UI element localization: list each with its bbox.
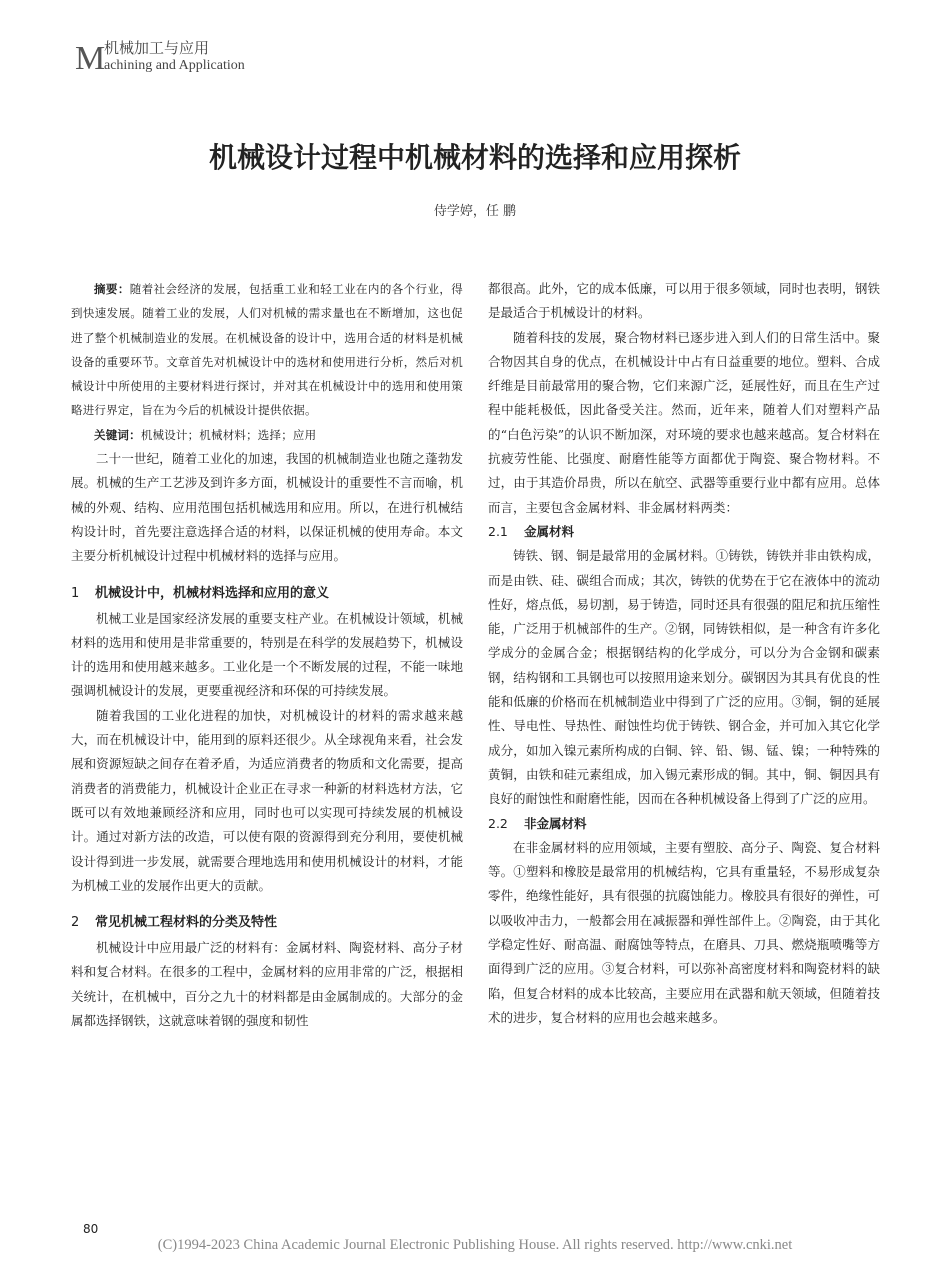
right-column <box>488 277 880 1030</box>
section-1-heading <box>71 581 463 607</box>
section-1-number: 1 <box>71 585 80 601</box>
section-2-paragraph-2: 随着科技的发展，聚合物材料已逐步进入到人们的日常生活中。聚合物因其自身的优点，在机械设计中占有日益重要的地位。塑料、合成纤维是目前最常用的聚合物，它们来源广泛，延展性好，而且在生产过程中能耗极低，因此备受关注。然而，近年来，随着人们对塑料产品的“白色污染”的认识不断加深，对环境的要求也越来越高。复合材料在抗疲劳性能、比强度、耐磨性能等方面都优于陶瓷、聚合物材料。不过，由于其造价昂贵，所以在航空、武器等重要行业中都有应用。总体而言，主要包含金属材料、非金属材料两类： <box>488 329 880 515</box>
subsection-2-1-heading <box>488 520 880 544</box>
section-1-paragraph-2: 随着我国的工业化进程的加快，对机械设计的材料的需求越来越大，而在机械设计中，能用到的原料还很少。从全球视角来看，社会发展和资源短缺之间存在着矛盾，为适应消费者的物质和文化需要，提高消费者的消费能力，机械设计企业正在寻求一种新的材料选材方法，它既可以有效地兼顾经济和应用，同时也可以实现可持续发展的机械设计。通过对新方法的改造，可以使有限的资源得到充分利用，要使机械设计得到进一步发展，就需要合理地选用和使用机械设计的材料，才能为机械工业的发展作出更大的贡献。 <box>71 707 463 893</box>
intro-paragraph: 二十一世纪，随着工业化的加速，我国的机械制造业也随之蓬勃发展。机械的生产工艺涉及到许多方面，机械设计的重要性不言而喻，机械的外观、结构、应用范围包括机械选用和应用。所以，在进行机械结构设计时，首先要注意选择合适的材料，以保证机械的使用寿命。本文主要分析机械设计过程中机械材料的选择与应用。 <box>71 451 463 564</box>
section-2-title: 常见机械工程材料的分类及特性 <box>95 915 278 931</box>
section-1-paragraph-1: 机械工业是国家经济发展的重要支柱产业。在机械设计领域，机械材料的选用和使用是非常重要的，特别是在科学的发展趋势下，机械设计的选用和使用越来越多。工业化是一个不断发展的过程，不能一味地强调机械设计的发展，更要重视经济和环保的可持续发展。 <box>71 610 463 699</box>
abstract-paragraph <box>71 277 463 423</box>
journal-name-zh: 机械加工与应用 <box>104 39 210 57</box>
section-2-paragraph-1: 机械设计中应用最广泛的材料有：金属材料、陶瓷材料、高分子材料和复合材料。在很多的工程中，金属材料的应用非常的广泛，根据相关统计，在机械中，百分之九十的材料都是由金属制成的。大部分的金属都选择钢铁，这就意味着钢的强度和韧性 <box>71 940 463 1029</box>
copyright-notice: (C)1994-2023 China Academic Journal Electronic Publishing House. All rights reserved. http://www.cnki.net <box>157 1237 793 1253</box>
section-1-title: 机械设计中，机械材料选择和应用的意义 <box>95 585 330 601</box>
subsection-2-2-number: 2.2 <box>488 815 508 831</box>
page-number: 80 <box>83 1222 99 1236</box>
left-column <box>71 277 463 1033</box>
abstract-text: 随着社会经济的发展，包括重工业和轻工业在内的各个行业，得到快速发展。随着工业的发展，人们对机械的需求量也在不断增加，这也促进了整个机械制造业的发展。在机械设备的设计中，选用合适的材料是机械设备的重要环节。文章首先对机械设计中的选材和使用进行分析，然后对机械设计中所使用的主要材料进行探讨，并对其在机械设计中的选用和使用策略进行界定，旨在为今后的机械设计提供依据。 <box>71 282 463 418</box>
subsection-2-2-heading <box>488 812 880 836</box>
subsection-2-2-paragraph: 在非金属材料的应用领域，主要有塑胶、高分子、陶瓷、复合材料等。①塑料和橡胶是最常用的机械结构，它具有重量轻，不易形成复杂零件，绝缘性能好，具有很强的抗腐蚀能力。橡胶具有很好的弹性，可以吸收冲击力，一般都会用在减振器和弹性部件上。②陶瓷，由于其化学稳定性好、耐高温、耐腐蚀等特点，在磨具、刀具、燃烧瓶喷嘴等方面得到广泛的应用。③复合材料，可以弥补高密度材料和陶瓷材料的缺陷，但复合材料的成本比较高，主要应用在武器和航天领域，但随着技术的进步，复合材料的应用也会越来越多。 <box>488 839 880 1025</box>
section-2-number: 2 <box>71 915 80 931</box>
keywords-paragraph <box>71 423 463 447</box>
journal-name-en: achining and Application <box>104 58 245 73</box>
keywords-text: 机械设计；机械材料；选择；应用 <box>140 427 317 442</box>
subsection-2-1-title: 金属材料 <box>524 523 575 539</box>
article-title: 机械设计过程中机械材料的选择和应用探析 <box>208 141 741 174</box>
subsection-2-2-title: 非金属材料 <box>524 815 587 831</box>
abstract-label: 摘要： <box>94 282 130 296</box>
journal-logo-initial: M <box>75 40 106 77</box>
subsection-2-1-number: 2.1 <box>488 523 508 539</box>
section-2-heading <box>71 910 463 936</box>
section-2-paragraph-1-continued: 都很高。此外，它的成本低廉，可以用于很多领域，同时也表明，钢铁是最适合于机械设计的材料。 <box>488 281 880 321</box>
article-authors: 侍学婷，任 鹏 <box>433 204 517 219</box>
keywords-label: 关键词： <box>94 427 141 442</box>
subsection-2-1-paragraph: 铸铁、钢、铜是最常用的金属材料。①铸铁，铸铁并非由铁构成，而是由铁、硅、碳组合而成；其次，铸铁的优势在于它在液体中的流动性好，熔点低，易切割，易于铸造，同时还具有很强的阻尼和抗压缩性能，广泛用于机械部件的生产。②钢，同铸铁相似，是一种含有许多化学成分的金属合金；根据钢结构的化学成分，可以分为合金钢和碳素钢，结构钢和工具钢也可以按照用途来划分。碳钢因为其具有优良的性能和低廉的价格而在机械制造业中得到了广泛的应用。③铜，铜的延展性、导电性、导热性、耐蚀性均优于铸铁、钢合金，并可加入其它化学成分，如加入镍元素所构成的白铜、锌、铅、锡、锰、镍；一种特殊的黄铜，由铁和硅元素组成，加入锡元素形成的铜。其中，铜、铜因具有良好的耐蚀性和耐磨性能，因而在各种机械设备上得到了广泛的应用。 <box>488 548 880 807</box>
journal-header <box>75 38 395 78</box>
